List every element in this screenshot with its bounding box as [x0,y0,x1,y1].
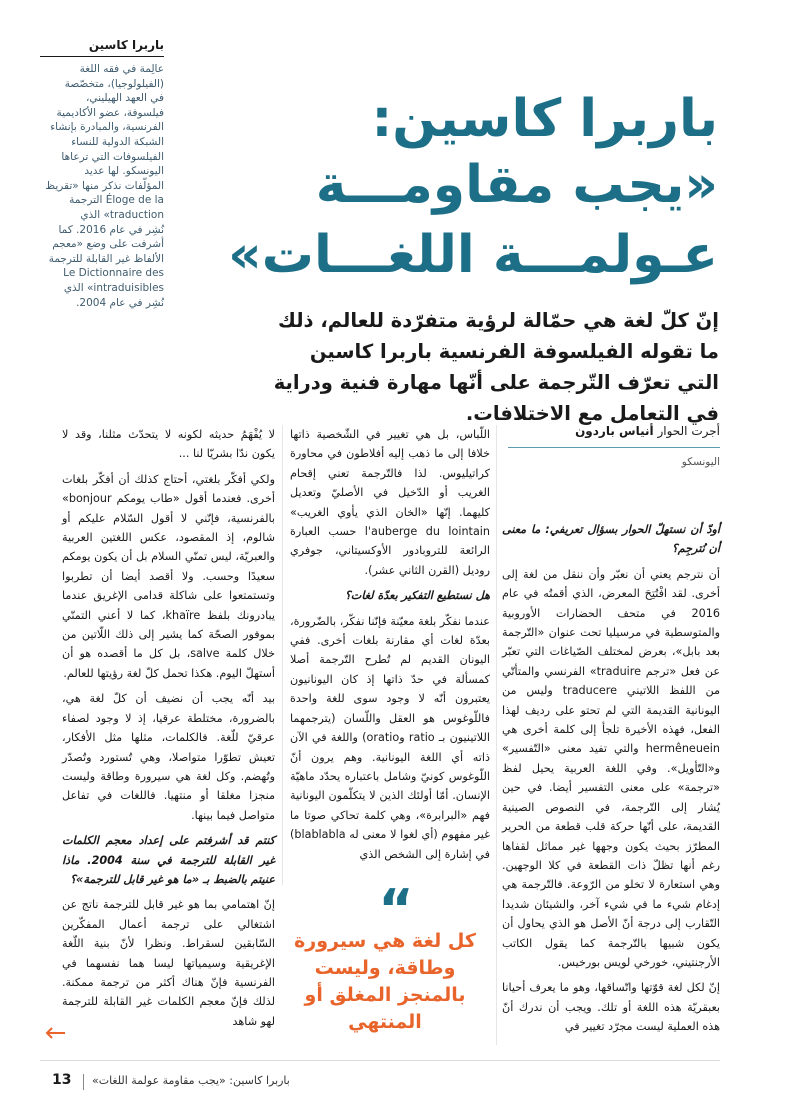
interview-question: أودّ أن نستهلّ الحوار بسؤال تعريفي: ما معنى أن نُترجِم؟ [502,523,720,556]
title-line-2: «يجب مقاومـــة [315,155,718,215]
byline-author: أنياس باردون [575,424,654,438]
answer-paragraph: بيد أنّه يجب أن نضيف أن كلّ لغة هي، بالضرورة، مختلطة عرقيا، إذ لا وجود لصفاء عرقيّ للّغة. فالكلمات، مثلها مثل الأفكار، تعيش تطوّرا متواصلا، وهي تُستورد وتُصدّر وتُهضم. وكل لغة هي سيرورة وطاقة وليست منجزا مغلقا أو منتهيا. فاللغات في تفاعل متواصل فيما بينها. [62,692,275,822]
answer-paragraph: إنّ اهتمامي بما هو غير قابل للترجمة ناتج عن اشتغالي على ترجمة أعمال المفكّرين السّابقين لسقراط. ونظرا لأنّ بنية اللّغة الإغريقية وسيمياتها ليسا هما نفسهما في الفرنسية فإنّ هناك أكثر من ترجمة ممكنة. لذلك فإنّ معجم الكلمات غير القابلة للترجمة لهو شاهد [62,898,275,1028]
column-left [62,425,275,1037]
column-divider [496,425,497,1045]
answer-paragraph: ولكي أفكّر بلغتي، أحتاج كذلك أن أفكّر بلغات أخرى. فعندما أقول «طاب يومكم bonjour» بالفرنسية، فإنّني لا أقول السّلام عليكم أو شالوم، إذ المقصود، عكس اللغتين العربية والعبريّة، ليس تمنّي السلام بل أن يكون يومكم سعيدًا وحسب. ولا أقصد أيضا أن تطربوا وتستمتعوا على شاكلة قدامى الإغريق عندما يبادرونك بلفظ khaïre، كما لا أعني التمنّي بموفور الصحّة كما يشير إلى ذلك اللّاتين من خلال كلمة salve، بل كل ما أقصده هو أن أستهلّ اليوم. هكذا تحمل كلّ لغة رؤيتها للعالم. [62,472,276,680]
interview-question: هل نستطيع التفكير بعدّة لغات؟ [344,589,490,603]
pull-quote: كل لغة هي سيرورة وطاقة، وليست بالمنجز المغلق أو المنتهي [294,930,476,1033]
footer-separator [83,1074,84,1090]
quote-mark-icon: “ [378,878,414,941]
byline-divider [508,447,720,448]
title-line-1: باربرا كاسين: [371,89,718,149]
author-bio: عالِمة في فقه اللغة (الفيلولوجيا)، متخصّصة في العهد الهيليني، فيلسوفة، عضو الأكاديمية الفرنسية، والمبادرة بإنشاء الشبكة الدولية للنساء الفيلسوفات التي ترعاها اليونسكو. لها عديد المؤلّفات نذكر منها «تقريظ Éloge de la الترجمة traduction» الذي نُشِر في عام 2016. كما أشرفت على وضع «معجم الألفاظ غير القابلة للترجمة Le Dictionnaire des intraduisibles» الذي نُشِر في عام 2004. [45,63,164,309]
answer-paragraph: عندما نفكّر بلغة معيّنة فإنّنا نفكّر، بالضّرورة، بعدّة لغات أي مقارنة بلغات أخرى. ففي اليونان القديم لم تُطرح التّرجمة أصلا كمسألة في حدّ ذاتها إذ كان اليونانيون يعتبرون أنّه لا وجود سوى للغة واحدة فاللّوغوس هو العقل واللّسان (يترجمهما اللاتينيون بـ ratio وoratio) واللغة في الآن ذاته أي اللغة اليونانية. وهم يرون أنّ اللّوغوس كونيّ وشامل باعتباره يحدّد ماهيّة الإنسان. أمّا أولئك الذين لا يتكلّمون اليونانية فهم «البرابرة»، وهي كلمة تحاكي صوتا ما غير مفهوم (أي لغوا لا معنى له blablabla) في إشارة إلى الشخص الذي [290,614,490,861]
byline [500,424,720,438]
byline-prefix: أجرت الحوار [657,424,720,438]
title-line-3: عـولمـــة اللغـــات» [228,225,718,285]
answer-paragraph: إنّ لكل لغة قوّتها واتّساقها، وهو ما يعرف أحيانا بعبقريّة هذه اللغة أو تلك. ويجب أن ندرك أنّ هذه العملية ليست مجرّد تغيير في [502,981,720,1034]
answer-paragraph: أن نترجم يعني أن نعبّر وأن ننقل من لغة إلى أخرى. لقد افْتُتِحَ المعرض، الذي أقمتُه في عام 2016 في متحف الحضارات الأوروبية والمتوسطية في مرسيليا تحت عنوان «التّرجمة بعد بابل»، بعرض لمختلف الصّياغات التي تعبّر عن فعل «ترجم traduire» الفرنسي والمتأتّي من اللفظ اللاتيني traducere وليس من اليونانية القديمة التي لم تحتو على رديف لهذا الفعل، فهذه الأخيرة تلجأ إلى كلمة أخرى هي hermêneuein والتي تفيد معنى «التّفسير» و«التّأويل». وفي اللغة العربية يحيل لفظ «ترجمة» على معنى التفسير أيضا. في حين يُشار إلى التّرجمة، في النصوص الصينية القديمة، على أنّها حركة قلب قطعة من الحرير المطرّز بحيث يكون وجهها غير مماثل لقفاها رغم أنها تظلّ ذات القطعة في كلا الوجهين. وهي استعارة لا تخلو من الرّوعة. فالتّرجمة هي إدغام شيء ما في شيء آخر، والشيئان شديدا التّقارب إلى درجة أنّ الأصل هو الذي يحاول أن يكون شبيها بالتّرجمة كما يقول الكاتب الأرجنتيني، خورخي لويس بورخيس. [502,567,721,969]
article-title [170,88,718,290]
arrow-left-icon[interactable] [44,1026,66,1040]
running-title: باربرا كاسين: «يجب مقاومة عولمة اللغات» [92,1074,290,1087]
answer-paragraph: لا يُفْهَمُ حديثه لكونه لا يتحدّث مثلنا، وقد لا يكون ندّا بشريّا لنا ... [62,428,275,461]
byline-organization: اليونسكو [681,456,720,468]
lead-paragraph: إنّ كلّ لغة هي حمّالة لرؤية متفرّدة للعالم، ذلك ما تقوله الفيلسوفة الفرنسية باربرا كاسين التي تعرّف التّرجمة على أنّها مهارة فنية ودراية في التعامل مع الاختلافات. [273,309,719,425]
bio-divider [40,56,164,57]
column-middle [290,425,490,870]
answer-paragraph: اللّباس، بل هي تغيير في الشّخصية ذاتها خلافا إلى ما ذهب إليه أفلاطون في محاورة كراتيليوس. لذا فالتّرجمة تعني إقحام الغريب أو الدّخيل في الأصليّ وتعديل كليهما. إنّها «الخان الذي يأوي الغريب» l'auberge du lointain حسب العبارة الرائعة للتروبادور الأوكسيتاني، جوفري روديل (القرن الثاني عشر). [290,428,490,577]
column-divider [282,425,283,885]
interview-question: كنتم قد أشرفتم على إعداد معجم الكلمات غير القابلة للترجمة في سنة 2004. ماذا عنيتم بالضبط بـ «ما هو غير قابل للترجمة»؟ [62,834,275,886]
column-right [502,520,720,1043]
footer-divider [40,1060,720,1061]
author-name: باربرا كاسين [88,38,164,52]
page-number: 13 [52,1072,72,1088]
